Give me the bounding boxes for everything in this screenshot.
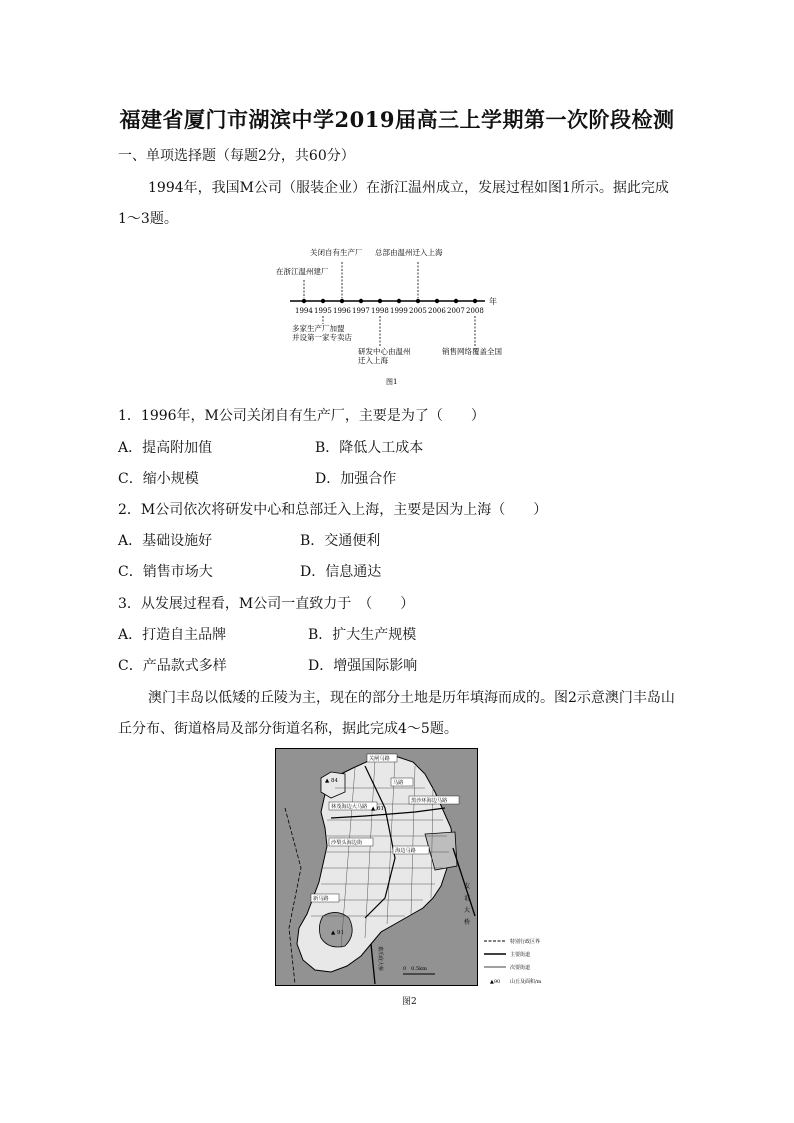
dot-2008 <box>473 299 477 303</box>
question-1-option-c[interactable]: C．缩小规模 <box>118 471 199 487</box>
dot-1999 <box>397 299 401 303</box>
question-3-option-a[interactable]: A．打造自主品牌 <box>118 627 227 643</box>
legend-minor-road: 次要街道 <box>510 965 531 971</box>
year-label: 1996 <box>333 307 351 315</box>
intro1-line2: 1～3题。 <box>118 211 178 227</box>
question-3-option-b[interactable]: B．扩大生产规模 <box>308 627 417 643</box>
section-heading: 一、单项选择题（每题2分，共60分） <box>118 148 355 164</box>
legend-boundary: 特别行政区界 <box>510 939 541 945</box>
event-1995-line1: 多家生产厂加盟 <box>292 324 345 333</box>
question-3-stem: 3．从发展过程看，M公司一直致力于 （ ） <box>118 596 415 612</box>
dot-2006 <box>435 299 439 303</box>
legend-hill: 山丘及面积/m <box>510 979 542 985</box>
question-2-option-d[interactable]: D．信息通达 <box>300 564 382 580</box>
label-bridge-right-3: 大 <box>464 907 471 914</box>
figure2-caption: 图2 <box>402 997 417 1007</box>
event-1994: 在浙江温州建厂 <box>276 267 329 276</box>
hill-84: 84 <box>331 778 338 784</box>
label-road-f: 新马路 <box>313 896 329 902</box>
dot-2007 <box>454 299 458 303</box>
dot-2005 <box>416 299 420 303</box>
label-road-e: 海边马路 <box>395 848 416 854</box>
event-2005: 总部由温州迁入上海 <box>375 248 443 257</box>
question-2-option-b[interactable]: B．交通便利 <box>300 533 381 549</box>
event-1995-line2: 并设第一家专卖店 <box>292 333 352 342</box>
year-label: 1999 <box>390 307 408 315</box>
axis-unit: 年 <box>489 297 497 306</box>
question-3-option-c[interactable]: C．产品款式多样 <box>118 658 227 674</box>
label-road-a: 马路 <box>393 780 404 786</box>
year-label: 1995 <box>314 307 332 315</box>
lake <box>319 912 352 947</box>
dot-1998 <box>378 299 382 303</box>
year-labels <box>295 307 484 315</box>
label-bridge-right-2: 谊 <box>464 895 471 902</box>
dot-1994 <box>302 299 306 303</box>
question-1-option-b[interactable]: B．降低人工成本 <box>315 440 424 456</box>
dot-1996 <box>340 299 344 303</box>
intro2-line2: 丘分布、街道格局及部分街道名称，据此完成4～5题。 <box>118 721 458 737</box>
question-1-stem: 1．1996年，M公司关闭自有生产厂，主要是为了（ ） <box>118 408 485 424</box>
svg-text:▲: ▲ <box>331 930 336 936</box>
year-label: 2005 <box>409 307 427 315</box>
svg-text:▲: ▲ <box>325 778 330 784</box>
intro2-line1: 澳门丰岛以低矮的丘陵为主，现在的部分土地是历年填海而成的。图2示意澳门丰岛山 <box>148 690 675 706</box>
event-2008: 销售网络覆盖全国 <box>442 347 502 356</box>
svg-text:▲: ▲ <box>371 806 376 812</box>
question-3-option-d[interactable]: D．增强国际影响 <box>308 658 418 674</box>
page-title: 福建省厦门市湖滨中学2019届高三上学期第一次阶段检测 <box>119 107 675 132</box>
figure1-caption: 图1 <box>386 378 398 386</box>
hill-91: 91 <box>337 930 344 936</box>
year-label: 1997 <box>352 307 370 315</box>
intro1-line1: 1994年，我国M公司（服装企业）在浙江温州成立，发展过程如图1所示。据此完成 <box>148 180 669 196</box>
label-bridge-right-1: 友 <box>464 883 471 890</box>
scale-label: 0 0.5km <box>403 966 427 972</box>
legend-main-road: 主要街道 <box>510 952 531 958</box>
year-label: 1994 <box>295 307 313 315</box>
figure2-legend <box>482 936 562 988</box>
label-bridge-bottom: 嘉乐庇大桥 <box>377 946 383 972</box>
label-road-b: 黑沙环海边马路 <box>411 798 448 804</box>
year-label: 2008 <box>466 307 484 315</box>
question-1-option-a[interactable]: A．提高附加值 <box>118 440 213 456</box>
event-1998-line1: 研发中心由温州 <box>358 347 411 356</box>
dot-1997 <box>359 299 363 303</box>
question-2-option-c[interactable]: C．销售市场大 <box>118 564 213 580</box>
figure1-timeline <box>270 240 530 390</box>
label-gate: 关闸马路 <box>369 756 390 762</box>
event-1996: 关闭自有生产厂 <box>310 248 363 257</box>
label-bridge-right-4: 桥 <box>464 919 471 926</box>
hill-61: 61 <box>377 806 384 812</box>
label-road-d: 沙梨头海边街 <box>331 840 363 846</box>
legend-hill-symbol: ▲90 <box>490 979 501 985</box>
year-label: 2006 <box>428 307 446 315</box>
question-2-option-a[interactable]: A．基础设施好 <box>118 533 213 549</box>
question-1-option-d[interactable]: D．加强合作 <box>315 471 397 487</box>
question-2-stem: 2．M公司依次将研发中心和总部迁入上海，主要是因为上海（ ） <box>118 502 548 518</box>
figure2-map <box>275 748 478 986</box>
dot-1995 <box>321 299 325 303</box>
event-1998-line2: 迁入上海 <box>358 356 388 365</box>
year-label: 1998 <box>371 307 389 315</box>
year-label: 2007 <box>447 307 465 315</box>
label-road-c: 林茂海边大马路 <box>331 804 368 810</box>
